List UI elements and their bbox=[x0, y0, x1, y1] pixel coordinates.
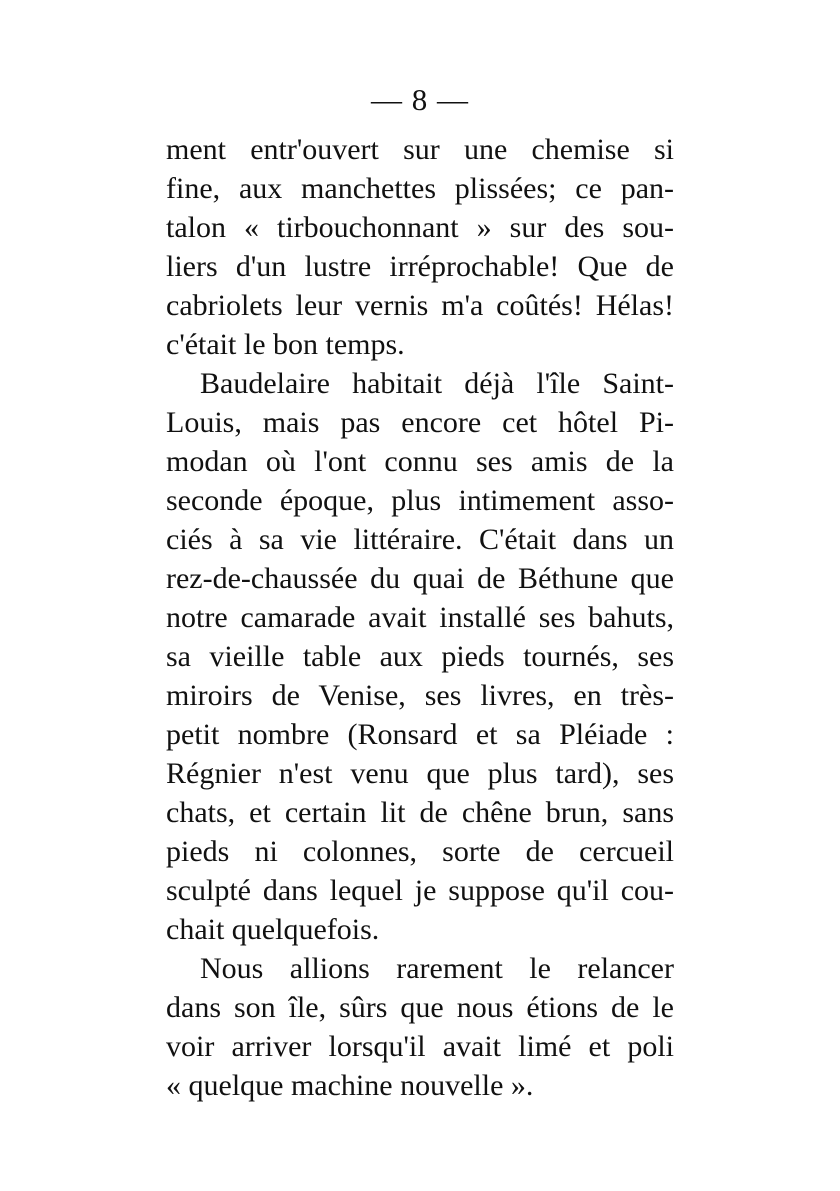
text-line: liers d'un lustre irréprochable! Que de bbox=[166, 250, 674, 283]
page-number: — 8 — bbox=[371, 82, 469, 117]
text-line: chats, et certain lit de chêne brun, sans bbox=[166, 796, 674, 829]
body-text bbox=[166, 130, 674, 1105]
text-line: Louis, mais pas encore cet hôtel Pi- bbox=[166, 406, 674, 439]
paragraph-2 bbox=[166, 364, 674, 949]
text-line: dans son île, sûrs que nous étions de le bbox=[166, 991, 674, 1024]
text-line: « quelque machine nouvelle ». bbox=[166, 1069, 534, 1102]
text-line: cabriolets leur vernis m'a coûtés! Hélas! bbox=[166, 289, 674, 322]
text-line: c'était le bon temps. bbox=[166, 328, 405, 361]
text-line: modan où l'ont connu ses amis de la bbox=[166, 445, 674, 478]
text-line: Nous allions rarement le relancer bbox=[200, 952, 674, 985]
text-line: chait quelquefois. bbox=[166, 913, 380, 946]
text-line: miroirs de Venise, ses livres, en très- bbox=[166, 679, 674, 712]
text-line: petit nombre (Ronsard et sa Pléiade : bbox=[166, 718, 674, 751]
text-line: sculpté dans lequel je suppose qu'il cou- bbox=[166, 874, 674, 907]
text-line: sa vieille table aux pieds tournés, ses bbox=[166, 640, 674, 673]
text-line: Baudelaire habitait déjà l'île Saint- bbox=[200, 367, 674, 400]
text-line: notre camarade avait installé ses bahuts, bbox=[166, 601, 674, 634]
text-line: voir arriver lorsqu'il avait limé et poli bbox=[166, 1030, 674, 1063]
paragraph-3 bbox=[166, 949, 674, 1105]
text-line: Régnier n'est venu que plus tard), ses bbox=[166, 757, 674, 790]
text-line: rez-de-chaussée du quai de Béthune que bbox=[166, 562, 674, 595]
text-line: pieds ni colonnes, sorte de cercueil bbox=[166, 835, 674, 868]
text-line: talon « tirbouchonnant » sur des sou- bbox=[166, 211, 674, 244]
text-line: ment entr'ouvert sur une chemise si bbox=[166, 133, 674, 166]
text-line: fine, aux manchettes plissées; ce pan- bbox=[166, 172, 674, 205]
text-line: ciés à sa vie littéraire. C'était dans un bbox=[166, 523, 674, 556]
paragraph-1 bbox=[166, 130, 674, 364]
text-line: seconde époque, plus intimement asso- bbox=[166, 484, 674, 517]
